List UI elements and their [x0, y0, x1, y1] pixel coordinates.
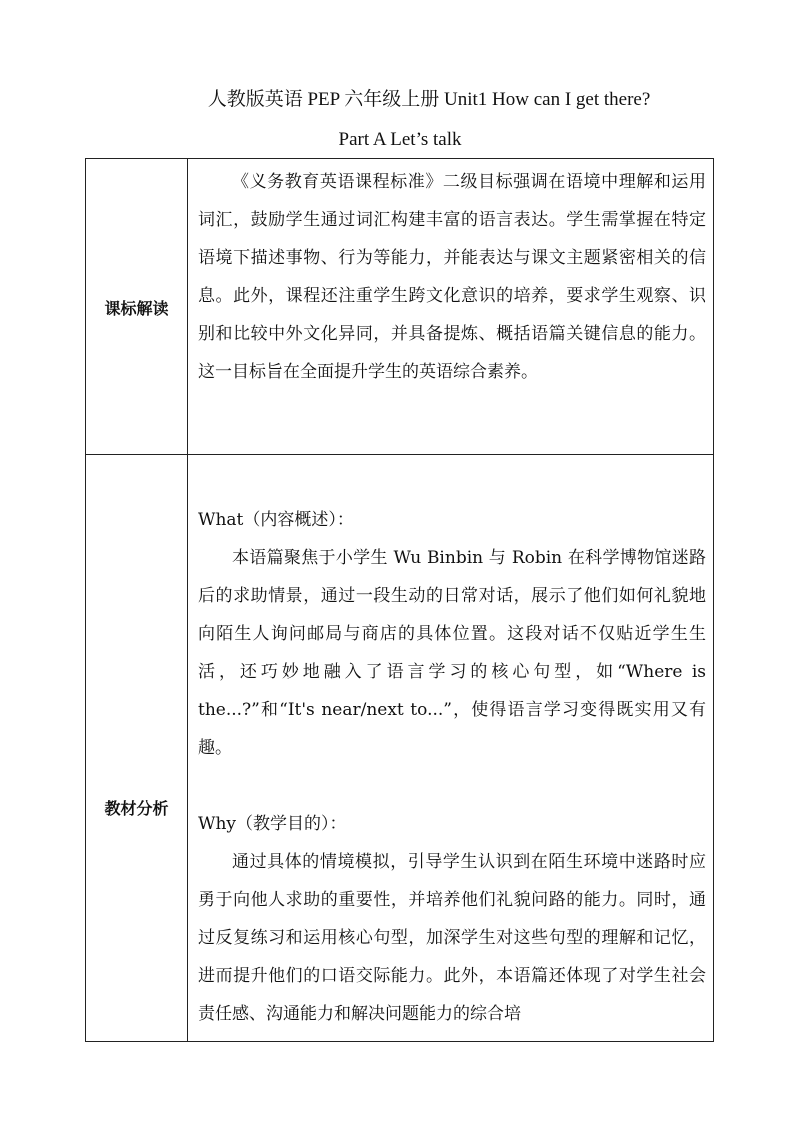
- table-column-divider: [187, 159, 188, 1041]
- row-label-curriculum-interpretation: 课标解读: [104, 299, 169, 318]
- table-row-divider: [86, 454, 713, 455]
- why-text: 通过具体的情境模拟，引导学生认识到在陌生环境中迷路时应勇于向他人求助的重要性，并培养他们礼貌问路的能力。同时，通过反复练习和运用核心句型，加深学生对这些句型的理解和记忆，进而提升他们的口语交际能力。此外，本语篇还体现了对学生社会责任感、沟通能力和解决问题能力的综合培: [198, 852, 706, 1024]
- row-label-textbook-analysis: 教材分析: [104, 799, 169, 818]
- textbook-analysis-cell: [198, 501, 706, 1033]
- lesson-analysis-table: [85, 158, 714, 1042]
- paragraph-gap: [198, 767, 706, 805]
- what-text: 本语篇聚焦于小学生 Wu Binbin 与 Robin 在科学博物馆迷路后的求助情景，通过一段生动的日常对话，展示了他们如何礼貌地向陌生人询问邮局与商店的具体位置。这段对话不仅贴近学生生活，还巧妙地融入了语言学习的核心句型，如“Where is the...?”和“It's near/next to...”，使得语言学习变得既实用又有趣。: [198, 548, 706, 758]
- curriculum-interpretation-cell: [198, 163, 706, 391]
- document-subtitle: Part A Let’s talk: [338, 129, 462, 150]
- curriculum-interpretation-text: 《义务教育英语课程标准》二级目标强调在语境中理解和运用词汇，鼓励学生通过词汇构建丰富的语言表达。学生需掌握在特定语境下描述事物、行为等能力，并能表达与课文主题紧密相关的信息。此外，课程还注重学生跨文化意识的培养，要求学生观察、识别和比较中外文化异同，并具备提炼、概括语篇关键信息的能力。这一目标旨在全面提升学生的英语综合素养。: [198, 172, 706, 382]
- document-title: 人教版英语 PEP 六年级上册 Unit1 How can I get there?: [207, 89, 651, 110]
- why-heading: Why（教学目的）：: [198, 814, 347, 834]
- what-heading: What（内容概述）：: [198, 510, 354, 530]
